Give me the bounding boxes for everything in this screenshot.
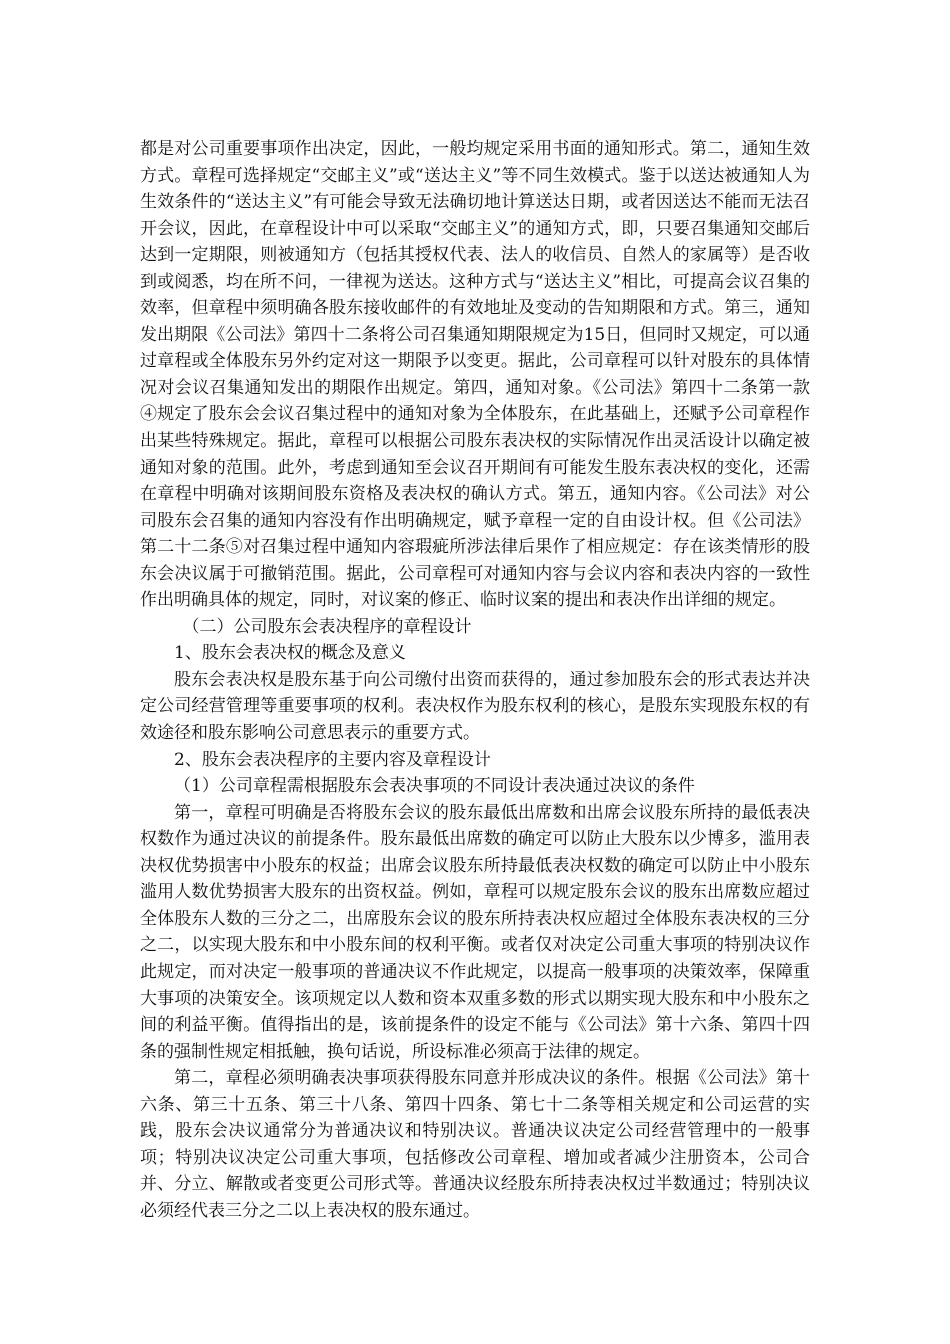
section-heading-voting-procedure: （二）公司股东会表决程序的章程设计 [182,616,472,637]
paragraph-second-resolution-types: 第二，章程必须明确表决事项获得股东同意并形成决议的条件。根据《公司法》第十六条、第三十五条、第三十八条、第四十四条、第七十二条等相关规定和公司运营的实践，股东会决议通常分为普通决议和特别决议。普通决议决定公司经营管理中的一般事项；特别决议决定公司重大事项，包括修改公司章程、增加或者减少注册资本，公司合并、分立、解散或者变更公司形式等。普通决议经股东所持表决权过半数通过；特别决议必须经代表三分之二以上表决权的股东通过。 [140,1068,810,1221]
subheading-resolution-conditions: （1）公司章程需根据股东会表决事项的不同设计表决通过决议的条件 [174,776,695,797]
paragraph-voting-right-definition: 股东会表决权是股东基于向公司缴付出资而获得的，通过参加股东会的形式表达并决定公司经营管理等重要事项的权利。表决权作为股东权利的核心，是股东实现股东权的有效途径和股东影响公司意思表示的重要方式。 [140,669,810,744]
paragraph-notice-procedure: 都是对公司重要事项作出决定，因此，一般均规定采用书面的通知形式。第二，通知生效方式。章程可选择规定“交邮主义”或“送达主义”等不同生效模式。鉴于以送达被通知人为生效条件的“送达主义”有可能会导致无法确切地计算送达日期，或者因送达不能而无法召开会议，因此，在章程设计中可以采取“交邮主义”的通知方式，即，只要召集通知交邮后达到一定期限，则被通知方（包括其授权代表、法人的收信员、自然人的家属等）是否收到或阅悉，均在所不问，一律视为送达。这种方式与“送达主义”相比，可提高会议召集的效率，但章程中须明确各股东接收邮件的有效地址及变动的告知期限和方式。第三，通知发出期限《公司法》第四十二条将公司召集通知期限规定为15日，但同时又规定，可以通过章程或全体股东另外约定对这一期限予以变更。据此，公司章程可以针对股东的具体情况对会议召集通知发出的期限作出规定。第四，通知对象。《公司法》第四十二条第一款④规定了股东会会议召集过程中的通知对象为全体股东，在此基础上，还赋予公司章程作出某些特殊规定。据此，章程可以根据公司股东表决权的实际情况作出灵活设计以确定被通知对象的范围。此外，考虑到通知至会议召开期间有可能发生股东表决权的变化，还需在章程中明确对该期间股东资格及表决权的确认方式。第五，通知内容。《公司法》对公司股东会召集的通知内容没有作出明确规定，赋予章程一定的自由设计权。但《公司法》第二十二条⑤对召集过程中通知内容瑕疵所涉法律后果作了相应规定：存在该类情形的股东会决议属于可撤销范围。据此，公司章程可对通知内容与会议内容和表决内容的一致性作出明确具体的规定，同时，对议案的修正、临时议案的提出和表决作出详细的规定。 [140,139,810,611]
subheading-voting-procedure-content: 2、股东会表决程序的主要内容及章程设计 [174,749,491,770]
document-page [140,136,810,1224]
paragraph-first-quorum: 第一，章程可明确是否将股东会议的股东最低出席数和出席会议股东所持的最低表决权数作为通过决议的前提条件。股东最低出席数的确定可以防止大股东以少博多，滥用表决权优势损害中小股东的权益；出席会议股东所持最低表决权数的确定可以防止中小股东滥用人数优势损害大股东的出资权益。例如，章程可以规定股东会议的股东出席数应超过全体股东人数的三分之二，出席股东会议的股东所持表决权应超过全体股东表决权的三分之二，以实现大股东和中小股东间的权利平衡。或者仅对决定公司重大事项的特别决议作此规定，而对决定一般事项的普通决议不作此规定，以提高一般事项的决策效率，保障重大事项的决策安全。该项规定以人数和资本双重多数的形式以期实现大股东和中小股东之间的利益平衡。值得指出的是，该前提条件的设定不能与《公司法》第十六条、第四十四条的强制性规定相抵触，换句话说，所设标准必须高于法律的规定。 [140,802,810,1062]
subheading-voting-right-concept: 1、股东会表决权的概念及意义 [174,643,406,664]
